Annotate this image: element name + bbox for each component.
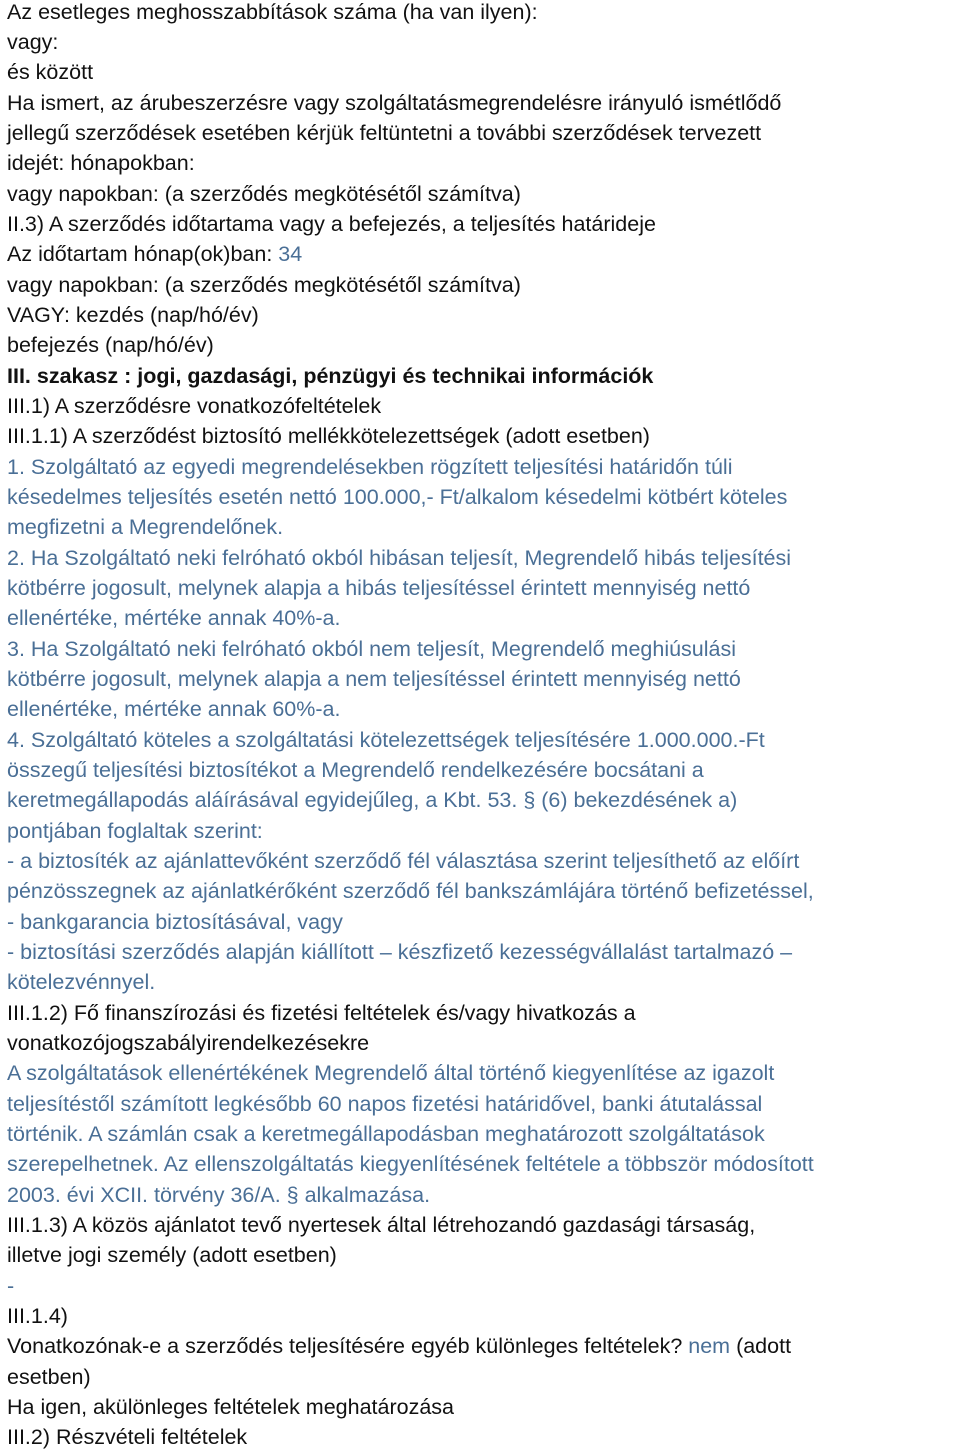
answer-line: kötbérre jogosult, melynek alapja a hibás teljesítéssel érintett mennyiség nettó — [7, 576, 751, 600]
answer-line: - a biztosíték az ajánlattevőként szerződő fél választása szerint teljesíthető az előírt — [7, 849, 800, 873]
text-line: Ha igen, akülönleges feltételek meghatározása — [7, 1395, 455, 1419]
answer-line: történik. A számlán csak a keretmegállapodásban meghatározott szolgáltatások — [7, 1122, 765, 1146]
answer-line: - bankgarancia biztosításával, vagy — [7, 910, 343, 934]
text-line: VAGY: kezdés (nap/hó/év) — [7, 303, 259, 327]
text-line: idejét: hónapokban: — [7, 151, 195, 175]
question-line — [7, 1333, 791, 1359]
text-line: és között — [7, 60, 94, 84]
section-heading: III.1) A szerződésre vonatkozófeltételek — [7, 394, 382, 418]
answer-line: keretmegállapodás aláírásával egyidejűleg, a Kbt. 53. § (6) bekezdésének a) — [7, 788, 738, 812]
answer-line: A szolgáltatások ellenértékének Megrendelő által történő kiegyenlítése az igazolt — [7, 1061, 775, 1085]
text-line: vagy: — [7, 30, 59, 54]
answer-line: szerepelhetnek. Az ellenszolgáltatás kiegyenlítésének feltétele a többször módosított — [7, 1152, 814, 1176]
question-answer: nem — [688, 1334, 731, 1358]
answer-line: kötbérre jogosult, melynek alapja a nem teljesítéssel érintett mennyiség nettó — [7, 667, 741, 691]
text-line: befejezés (nap/hó/év) — [7, 333, 214, 357]
text-line: jellegű szerződések esetében kérjük feltüntetni a további szerződések tervezett — [7, 121, 762, 145]
answer-line: teljesítéstől számított legkésőbb 60 napos fizetési határidővel, banki átutalással — [7, 1092, 763, 1116]
answer-line: összegű teljesítési biztosítékot a Megrendelő rendelkezésére bocsátani a — [7, 758, 704, 782]
answer-line: megfizetni a Megrendelőnek. — [7, 515, 284, 539]
section-heading: III.1.2) Fő finanszírozási és fizetési feltételek és/vagy hivatkozás a — [7, 1001, 636, 1025]
answer-line: 4. Szolgáltató köteles a szolgáltatási kötelezettségek teljesítésére 1.000.000.-Ft — [7, 728, 765, 752]
section-heading: III.1.1) A szerződést biztosító mellékkötelezettségek (adott esetben) — [7, 424, 650, 448]
section-heading: III.1.4) — [7, 1304, 68, 1328]
text-line: Az esetleges meghosszabbítások száma (ha van ilyen): — [7, 0, 538, 24]
section-heading: II.3) A szerződés időtartama vagy a befejezés, a teljesítés határideje — [7, 212, 656, 236]
text-line: vagy napokban: (a szerződés megkötésétől számítva) — [7, 182, 521, 206]
section-heading: illetve jogi személy (adott esetben) — [7, 1243, 337, 1267]
section-heading: III.2) Részvételi feltételek — [7, 1425, 248, 1449]
text-line: esetben) — [7, 1365, 91, 1389]
answer-line: késedelmes teljesítés esetén nettó 100.000,- Ft/alkalom késedelmi kötbért köteles — [7, 485, 788, 509]
answer-line: 1. Szolgáltató az egyedi megrendelésekben rögzített teljesítési határidőn túli — [7, 455, 733, 479]
section-heading: III.1.3) A közös ajánlatot tevő nyertesek által létrehozandó gazdasági társaság, — [7, 1213, 756, 1237]
answer-line: 3. Ha Szolgáltató neki felróható okból nem teljesít, Megrendelő meghiúsulási — [7, 637, 737, 661]
answer-line: 2003. évi XCII. törvény 36/A. § alkalmazása. — [7, 1183, 431, 1207]
section-title: III. szakasz : jogi, gazdasági, pénzügyi és technikai információk — [7, 364, 654, 388]
answer-line: ellenértéke, mértéke annak 40%-a. — [7, 606, 341, 630]
answer-line: - — [7, 1274, 15, 1298]
section-heading: vonatkozójogszabályirendelkezésekre — [7, 1031, 370, 1055]
answer-line: pénzösszegnek az ajánlatkérőként szerződő fél bankszámlájára történő befizetéssel, — [7, 879, 814, 903]
duration-label: Az időtartam hónap(ok)ban: — [7, 242, 279, 266]
answer-line: - biztosítási szerződés alapján kiállított – készfizető kezességvállalást tartalmazó – — [7, 940, 793, 964]
answer-line: ellenértéke, mértéke annak 60%-a. — [7, 697, 341, 721]
duration-line — [7, 241, 302, 267]
question-text: Vonatkozónak-e a szerződés teljesítésére egyéb különleges feltételek? — [7, 1334, 689, 1358]
answer-line: 2. Ha Szolgáltató neki felróható okból hibásan teljesít, Megrendelő hibás teljesítési — [7, 546, 792, 570]
text-line: Ha ismert, az árubeszerzésre vagy szolgáltatásmegrendelésre irányuló ismétlődő — [7, 91, 782, 115]
answer-line: kötelezvénnyel. — [7, 970, 156, 994]
text-line: vagy napokban: (a szerződés megkötésétől számítva) — [7, 273, 521, 297]
question-suffix: (adott — [730, 1334, 792, 1358]
duration-value: 34 — [278, 242, 303, 266]
answer-line: pontjában foglaltak szerint: — [7, 819, 263, 843]
